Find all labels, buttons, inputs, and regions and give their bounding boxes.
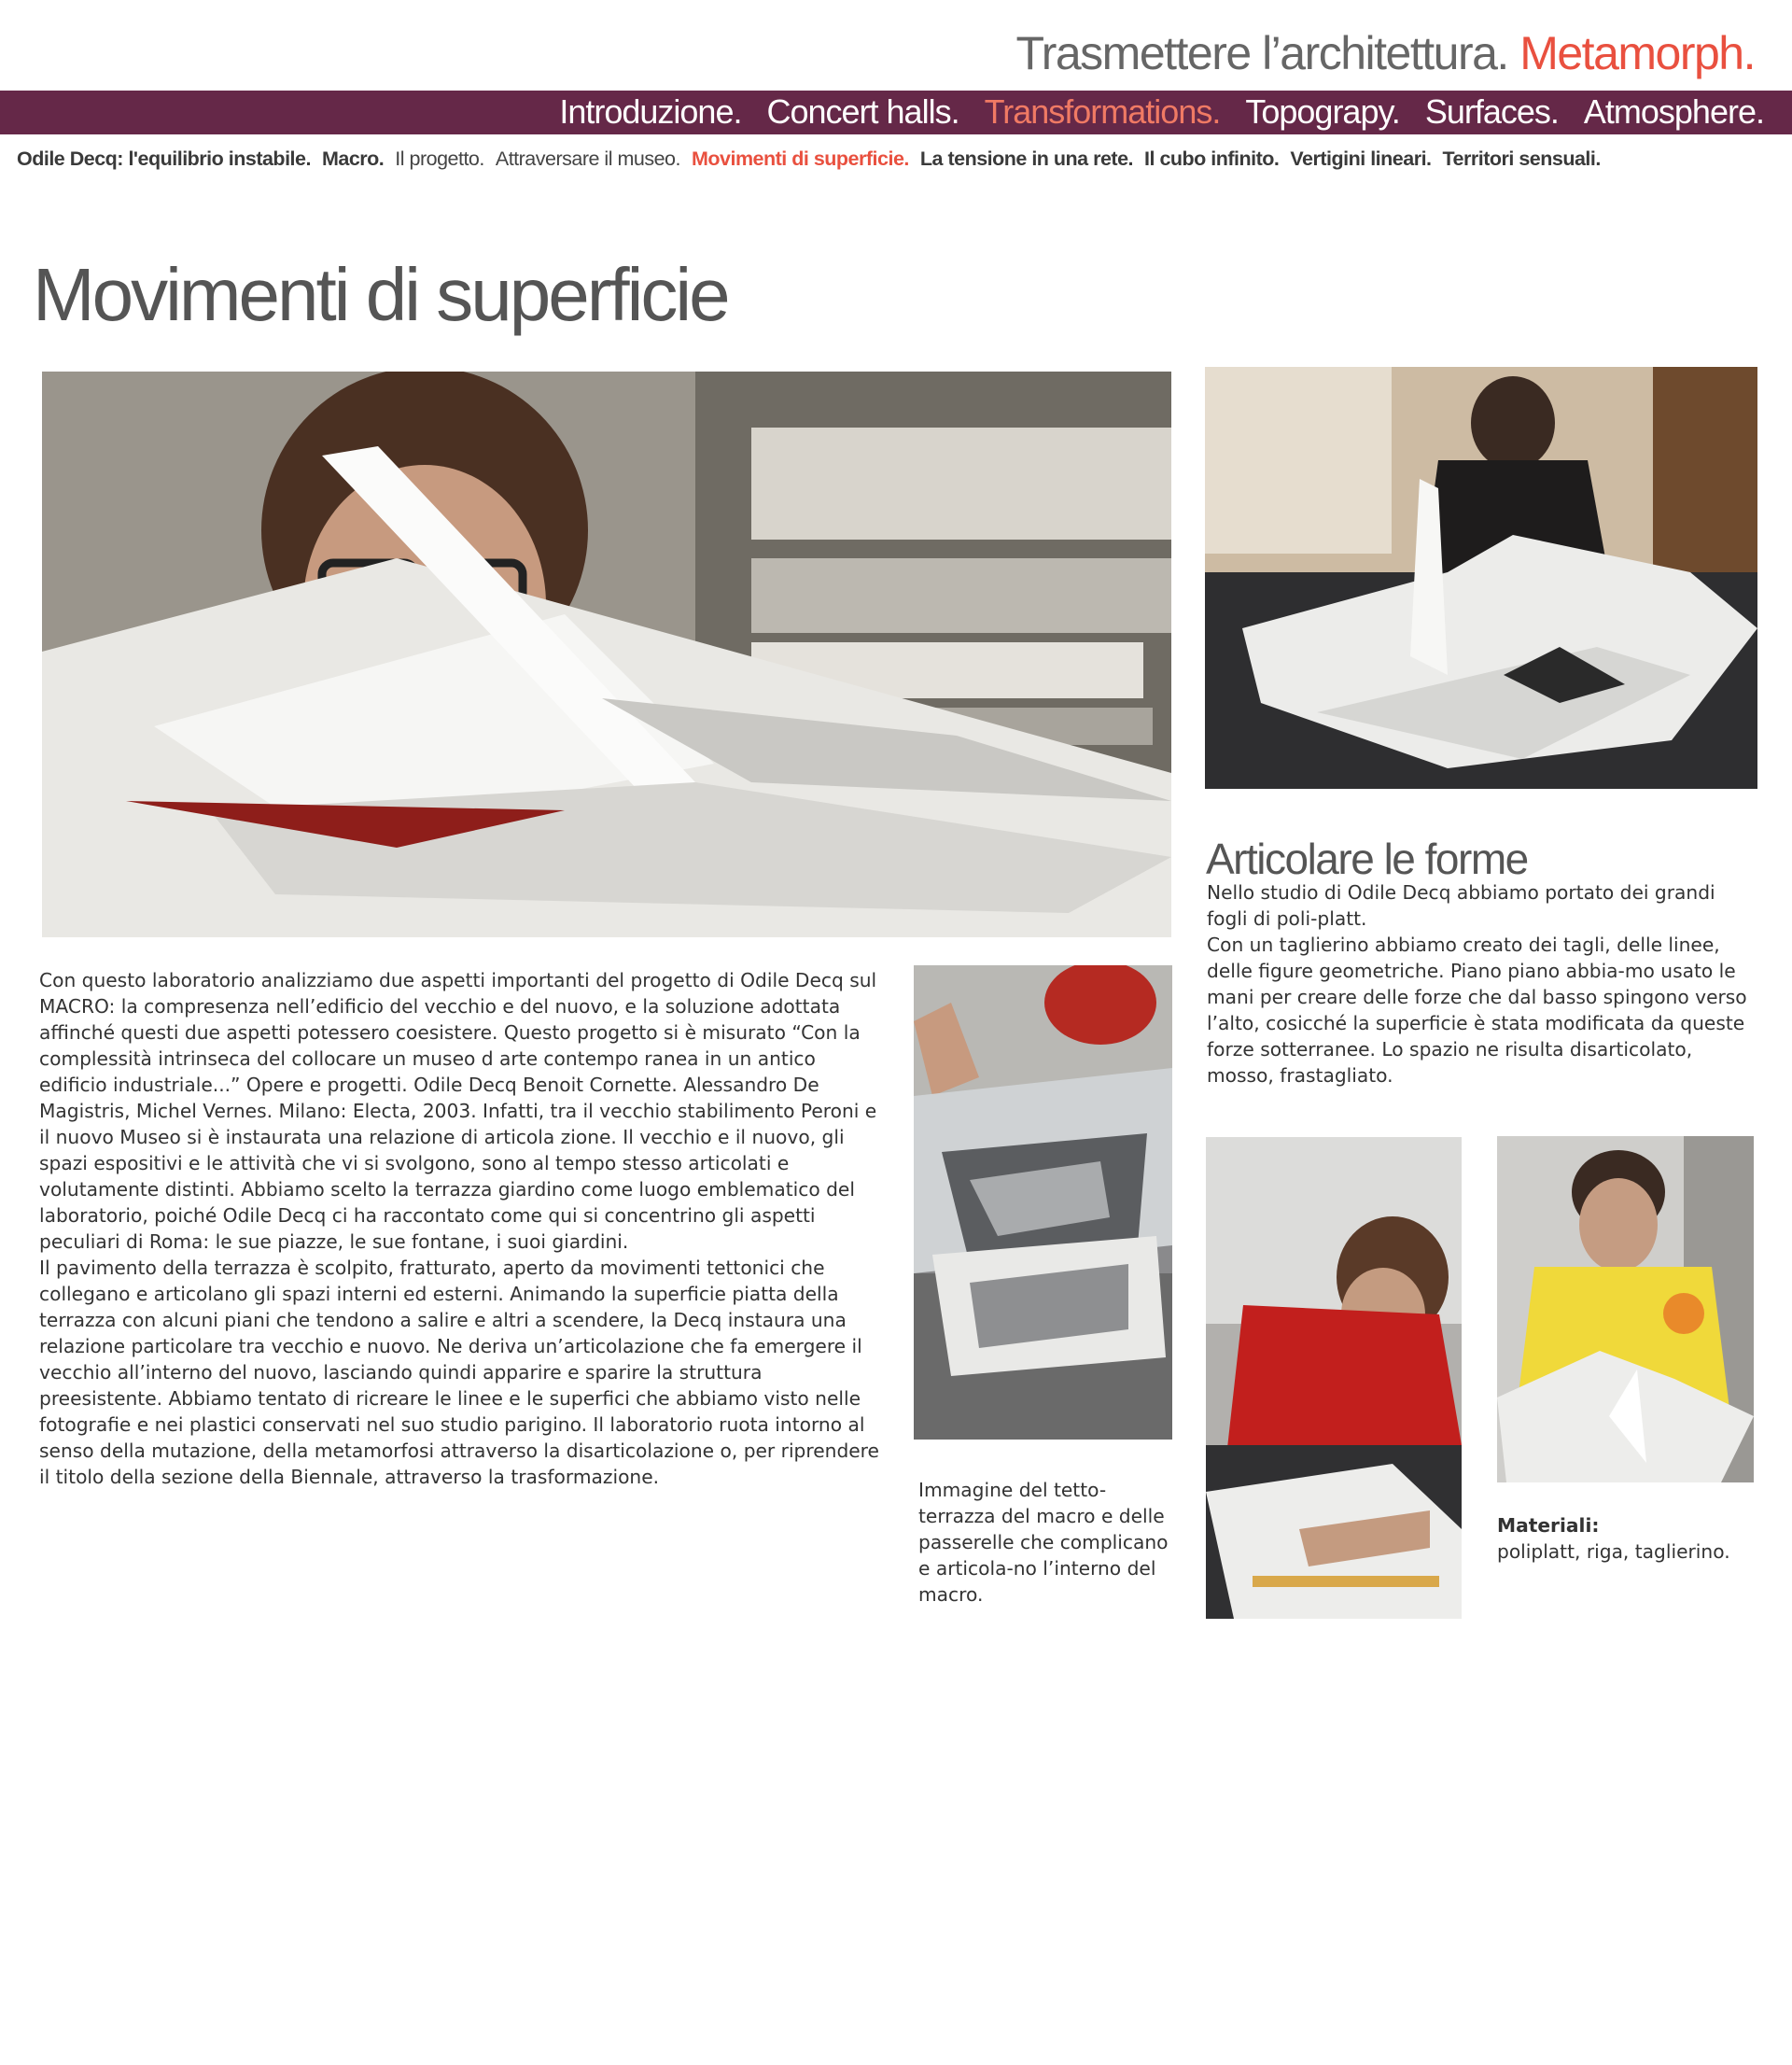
subnav-item-movimenti[interactable]: Movimenti di superficie. <box>691 148 909 170</box>
main-nav <box>0 91 1792 134</box>
nav-item-transformations[interactable]: Transformations. <box>984 92 1221 131</box>
site-tagline: Trasmettere l’architettura. <box>1015 27 1508 79</box>
nav-item-topograpy[interactable]: Topograpy. <box>1245 92 1400 131</box>
subnav-item-macro[interactable]: Macro. <box>321 148 385 170</box>
side-text <box>1207 879 1748 1089</box>
side-paragraph-1: Nello studio di Odile Decq abbiamo portato dei grandi fogli di poli-platt. <box>1207 881 1715 930</box>
subnav-item-odile-decq[interactable]: Odile Decq: l'equilibrio instabile. <box>17 148 311 170</box>
side-paragraph-2: Con un taglierino abbiamo creato dei tagli, delle linee, delle figure geometriche. Piano piano abbia-mo usato le mani per creare delle forze che dal basso spingono verso l’alto, cosicché la superficie è stata modificata da queste forze sotterranee. Lo spazio ne risulta disarticolato, mosso, frastagliato. <box>1207 934 1747 1087</box>
main-body-text <box>39 967 889 1490</box>
subnav-item-territori[interactable]: Territori sensuali. <box>1442 148 1601 170</box>
site-brand[interactable]: Metamorph. <box>1519 27 1755 79</box>
macro-photo-caption: Immagine del tetto-terrazza del macro e delle passerelle che complicano e articola-no l’interno del macro. <box>918 1479 1169 1606</box>
body-paragraph-1: Con questo laboratorio analizziamo due aspetti importanti del progetto di Odile Decq sul MACRO: la compresenza nell’edificio del vecchio e del nuovo, e la soluzione adottata affinché questi due aspetti potessero coesistere. Questo progetto si è misurato “Con la complessità intrinseca del collocare un museo d arte contempo ranea in un antico edificio industriale...” Opere e progetti. Odile Decq Benoit Cornette. Alessandro De Magistris, Michel Vernes. Milano: Electa, 2003. Infatti, tra il vecchio stabilimento Peroni e il nuovo Museo si è instaurata una relazione di articola zione. Il vecchio e il nuovo, gli spazi espositivi e le attività che vi si svolgono, sono al tempo stesso articolati e volutamente distinti. Abbiamo scelto la terrazza giardino come luogo emblematico del laboratorio, poiché Odile Decq ci ha raccontato come qui si concentrino gli aspetti peculiari di Roma: le sue piazze, le sue fontane, i suoi giardini. <box>39 969 877 1253</box>
nav-item-surfaces[interactable]: Surfaces. <box>1424 92 1559 131</box>
materials-label: Materiali: <box>1497 1514 1600 1537</box>
hero-photo <box>42 372 1171 937</box>
nav-item-atmosphere[interactable]: Atmosphere. <box>1583 92 1764 131</box>
subnav-item-tensione[interactable]: La tensione in una rete. <box>919 148 1134 170</box>
subnav-item-vertigini[interactable]: Vertigini lineari. <box>1290 148 1432 170</box>
macro-model-photo <box>914 965 1172 1440</box>
page-title: Movimenti di superficie <box>33 253 728 336</box>
folding-photo <box>1497 1136 1754 1482</box>
nav-item-introduzione[interactable]: Introduzione. <box>559 92 742 131</box>
materials-caption <box>1497 1512 1749 1565</box>
materials-text: poliplatt, riga, taglierino. <box>1497 1540 1730 1563</box>
site-title <box>1016 26 1755 80</box>
subnav-item-attraversare[interactable]: Attraversare il museo. <box>495 148 680 170</box>
nav-item-concert-halls[interactable]: Concert halls. <box>766 92 959 131</box>
sub-nav <box>17 148 1771 171</box>
cutting-photo <box>1206 1137 1462 1619</box>
body-paragraph-2: Il pavimento della terrazza è scolpito, fratturato, aperto da movimenti tettonici che collegano e articolano gli spazi interni ed esterni. Animando la superficie piatta della terrazza con alcuni piani che tendono a salire e altri a scendere, la Decq instaura una relazione particolare tra vecchio e nuovo. Ne deriva un’articolazione che fa emergere il vecchio all’interno del nuovo, lasciando quindi apparire e sparire la struttura preesistente. Abbiamo tentato di ricreare le linee e le superfici che abbiamo visto nelle fotografie e nei plastici conservati nel suo studio parigino. Il laboratorio ruota intorno al senso della mutazione, della metamorfosi attraverso la disarticolazione o, per riprendere il titolo della sezione della Biennale, attraverso la trasformazione. <box>39 1257 879 1488</box>
subnav-item-cubo[interactable]: Il cubo infinito. <box>1144 148 1280 170</box>
subnav-item-il-progetto[interactable]: Il progetto. <box>395 148 484 170</box>
studio-photo <box>1205 367 1757 789</box>
section-title-articolare: Articolare le forme <box>1206 835 1528 883</box>
